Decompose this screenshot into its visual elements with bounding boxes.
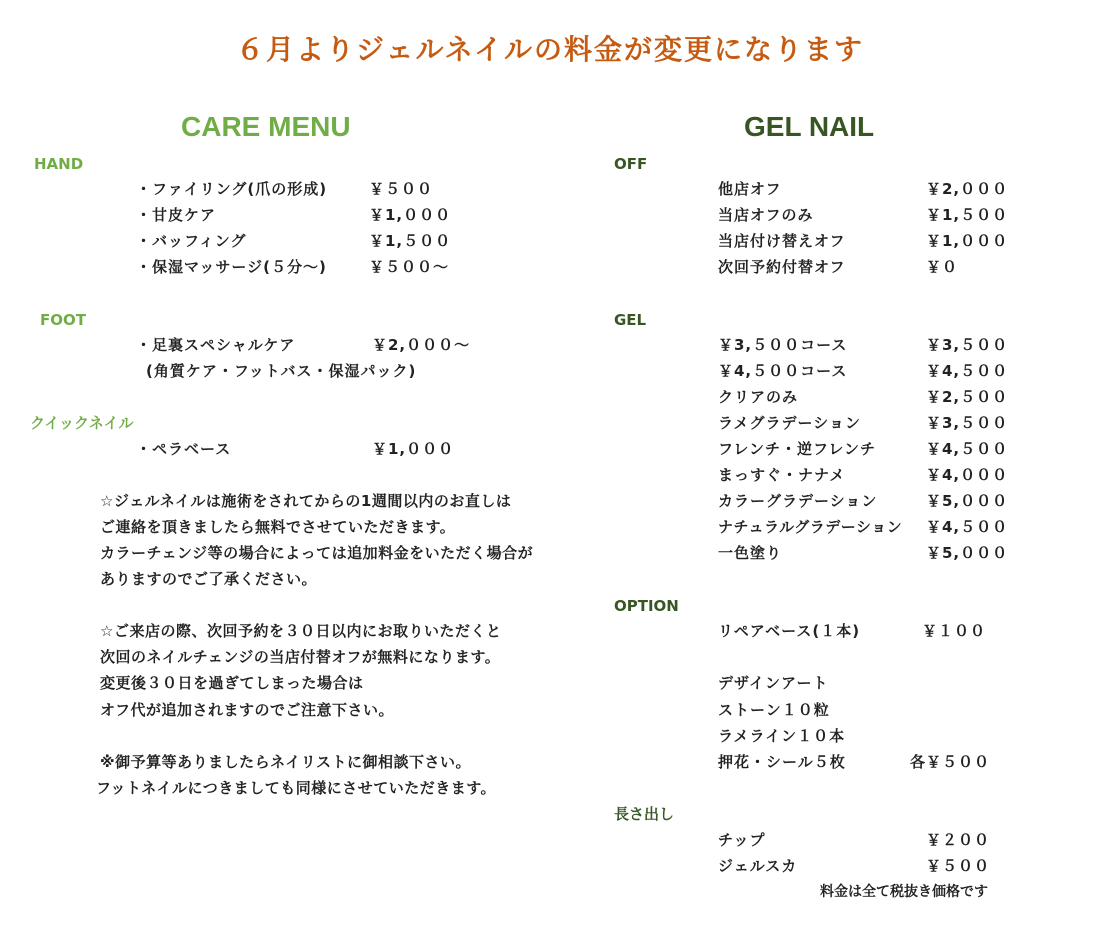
gel-section-label: GEL [614, 311, 647, 329]
off-section-label: OFF [614, 155, 648, 173]
gel-item-name: 当店オフのみ [718, 206, 814, 224]
option-design-item: ラメライン１０本 [718, 727, 846, 745]
gel-item-price: ￥4,５００ [926, 362, 1009, 380]
gel-item-name: カラーグラデーション [718, 492, 878, 510]
gel-item-name: 当店付け替えオフ [718, 232, 846, 250]
option-design-item: ストーン１０粒 [718, 701, 830, 719]
care-item-name: ・ペラベース [136, 440, 232, 458]
gel-item-price: ￥4,５００ [926, 518, 1009, 536]
option-design-price: 各￥５００ [910, 753, 991, 771]
care-item-price: ￥５００～ [369, 258, 450, 276]
gel-item-price: ￥4,５００ [926, 440, 1009, 458]
gel-item-price: ￥２００ [926, 831, 991, 849]
gel-item-name: ￥4,５００コース [718, 362, 848, 380]
note-line: ご連絡を頂きましたら無料でさせていただきます。 [100, 518, 456, 536]
note-line: ※御予算等ありましたらネイリストに御相談下さい。 [100, 753, 471, 771]
gel-item-name: ラメグラデーション [718, 414, 861, 432]
option-repair-price: ￥１００ [922, 622, 987, 640]
care-item-price: ￥1,０００ [372, 440, 455, 458]
hand-section-label: HAND [34, 155, 84, 173]
gel-item-name: 一色塗り [718, 544, 783, 562]
care-item-name: ・ファイリング(爪の形成) [136, 180, 328, 198]
note-line: ☆ジェルネイルは施術をされてからの1週間以内のお直しは [100, 492, 512, 510]
note-line: オフ代が追加されますのでご注意下さい。 [100, 701, 395, 719]
note-line: フットネイルにつきましても同様にさせていただきます。 [96, 779, 497, 797]
care-item-name: ・甘皮ケア [136, 206, 217, 224]
gel-item-name: 次回予約付替オフ [718, 258, 846, 276]
note-line: ありますのでご了承ください。 [100, 570, 318, 588]
foot-care-detail: (角質ケア・フットバス・保湿パック) [146, 362, 417, 380]
care-item-price: ￥５００ [369, 180, 434, 198]
note-line: 次回のネイルチェンジの当店付替オフが無料になります。 [100, 648, 501, 666]
gel-item-price: ￥５００ [926, 857, 991, 875]
gel-item-price: ￥1,０００ [926, 232, 1009, 250]
quick-nail-section-label: クイックネイル [30, 414, 134, 432]
option-repair-name: リペアベース(１本) [718, 622, 861, 640]
gel-item-name: フレンチ・逆フレンチ [718, 440, 877, 458]
gel-item-price: ￥2,５００ [926, 388, 1009, 406]
gel-item-name: まっすぐ・ナナメ [718, 466, 846, 484]
gel-item-price: ￥5,０００ [926, 544, 1009, 562]
gel-item-price: ￥4,０００ [926, 466, 1009, 484]
gel-nail-heading: GEL NAIL [744, 111, 875, 142]
gel-item-price: ￥2,０００ [926, 180, 1009, 198]
care-item-name: ・足裏スペシャルケア [136, 336, 296, 354]
care-menu-heading: CARE MENU [181, 111, 351, 142]
option-design-item: 押花・シール５枚 [718, 753, 846, 771]
gel-item-price: ￥０ [926, 258, 959, 276]
care-item-price: ￥1,５００ [369, 232, 452, 250]
tax-note: 料金は全て税抜き価格です [820, 884, 988, 900]
gel-item-name: クリアのみ [718, 388, 799, 406]
gel-item-price: ￥3,５００ [926, 336, 1009, 354]
gel-item-name: ￥3,５００コース [718, 336, 848, 354]
extension-section-label: 長さ出し [614, 805, 675, 823]
note-line: 変更後３０日を過ぎてしまった場合は [100, 674, 364, 692]
option-section-label: OPTION [614, 597, 679, 615]
gel-item-name: チップ [718, 831, 766, 849]
note-line: カラーチェンジ等の場合によっては追加料金をいただく場合が [100, 544, 534, 562]
gel-item-name: ナチュラルグラデーション [718, 518, 903, 536]
foot-section-label: FOOT [40, 311, 86, 329]
page-title: ６月よりジェルネイルの料金が変更になります [236, 33, 865, 66]
gel-item-name: 他店オフ [718, 180, 782, 198]
gel-item-price: ￥3,５００ [926, 414, 1009, 432]
option-design-item: デザインアート [718, 674, 829, 692]
gel-item-price: ￥1,５００ [926, 206, 1009, 224]
care-item-price: ￥1,０００ [369, 206, 452, 224]
note-line: ☆ご来店の際、次回予約を３０日以内にお取りいただくと [100, 622, 502, 640]
gel-item-price: ￥5,０００ [926, 492, 1009, 510]
care-item-name: ・バッフィング [136, 232, 247, 250]
care-item-name: ・保湿マッサージ(５分～) [136, 258, 327, 276]
gel-item-name: ジェルスカ [718, 857, 798, 875]
care-item-price: ￥2,０００～ [372, 336, 471, 354]
